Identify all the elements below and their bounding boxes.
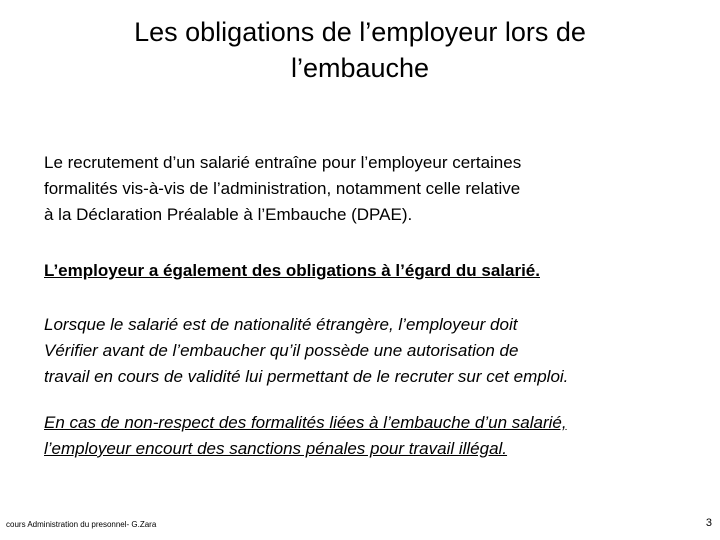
foreign-line-3: travail en cours de validité lui permettant de le recruter sur cet emploi. xyxy=(44,367,569,386)
intro-line-2: formalités vis-à-vis de l’administration, notamment celle relative xyxy=(44,179,521,198)
foreign-line-1: Lorsque le salarié est de nationalité étrangère, l’employeur doit xyxy=(44,315,518,334)
footer-credit: cours Administration du presonnel- G.Zara xyxy=(6,520,157,529)
foreign-line-2: Vérifier avant de l’embaucher qu’il possède une autorisation de xyxy=(44,341,519,360)
intro-line-1: Le recrutement d’un salarié entraîne pour l’employeur certaines xyxy=(44,153,522,172)
sanction-line-2: l’employeur encourt des sanctions pénales pour travail illégal. xyxy=(44,439,508,458)
slide-title xyxy=(60,14,660,86)
sanction-line-1: En cas de non-respect des formalités liées à l’embauche d’un salarié, xyxy=(44,413,567,432)
obligation-statement xyxy=(44,258,694,284)
obligation-line: L’employeur a également des obligations à l’égard du salarié. xyxy=(44,261,540,280)
title-line-1: Les obligations de l’employeur lors de xyxy=(134,17,586,47)
foreign-worker-paragraph xyxy=(44,312,694,390)
sanction-paragraph xyxy=(44,410,694,462)
page-number: 3 xyxy=(705,517,712,529)
intro-line-3: à la Déclaration Préalable à l’Embauche (DPAE). xyxy=(44,205,413,224)
intro-paragraph xyxy=(44,150,694,228)
title-line-2: l’embauche xyxy=(290,53,430,83)
